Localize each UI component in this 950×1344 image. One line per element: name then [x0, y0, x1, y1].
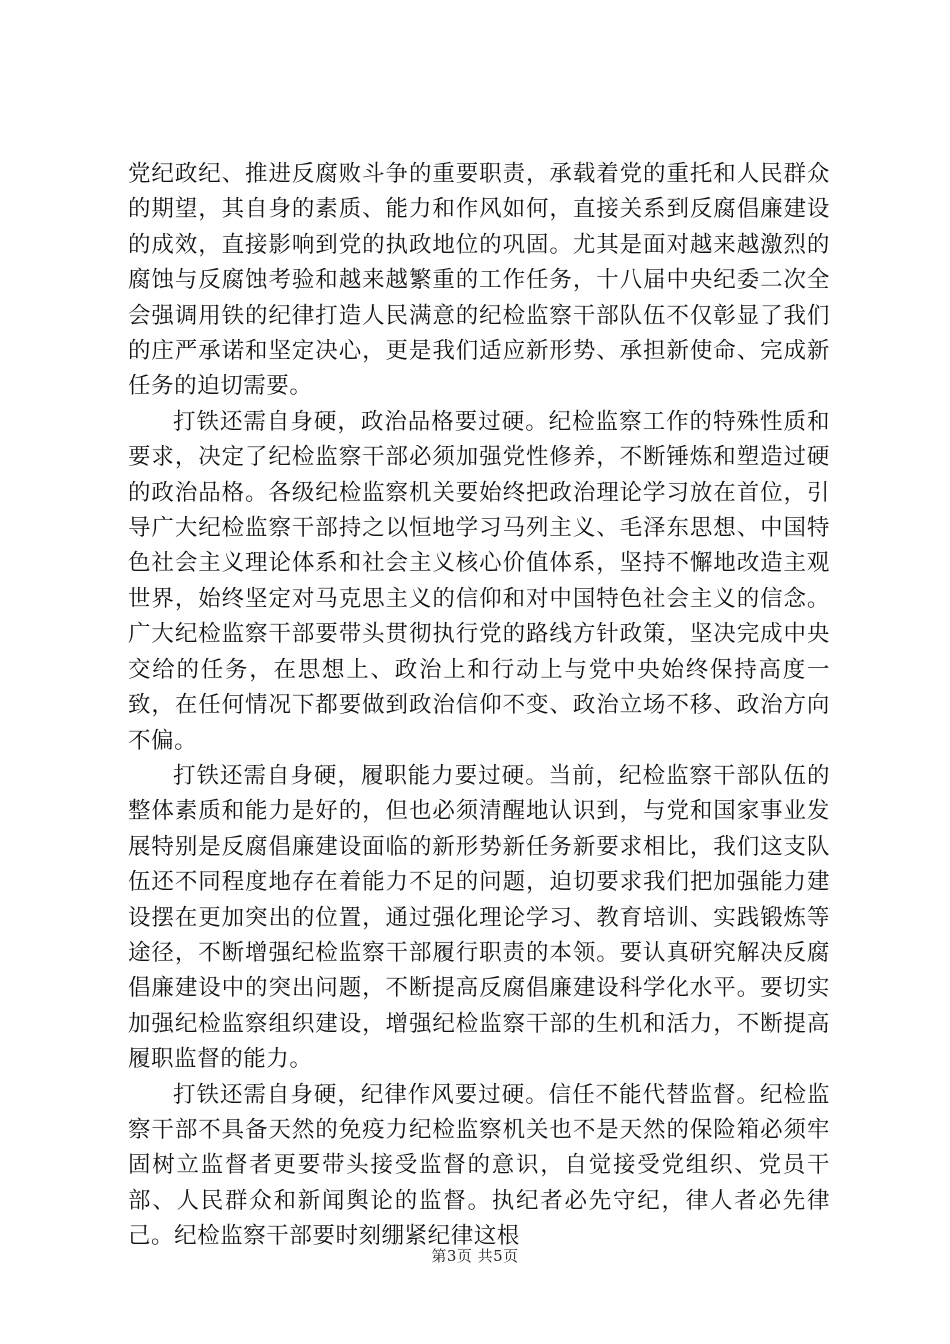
- paragraph-3: 打铁还需自身硬，履职能力要过硬。当前，纪检监察干部队伍的整体素质和能力是好的，但也必须清醒地认识到，与党和国家事业发展特别是反腐倡廉建设面临的新形势新任务新要求相比，我们这支队伍还不同程度地存在着能力不足的问题，迫切要求我们把加强能力建设摆在更加突出的位置，通过强化理论学习、教育培训、实践锻炼等途径，不断增强纪检监察干部履行职责的本领。要认真研究解决反腐倡廉建设中的突出问题，不断提高反腐倡廉建设科学化水平。要切实加强纪检监察组织建设，增强纪检监察干部的生机和活力，不断提高履职监督的能力。: [128, 762, 830, 1073]
- paragraph-4: 打铁还需自身硬，纪律作风要过硬。信任不能代替监督。纪检监察干部不具备天然的免疫力纪检监察机关也不是天然的保险箱必须牢固树立监督者更要带头接受监督的意识，自觉接受党组织、党员干部、人民群众和新闻舆论的监督。执纪者必先守纪，律人者必先律己。纪检监察干部要时刻绷紧纪律这根: [128, 1081, 830, 1250]
- paragraph-1: 党纪政纪、推进反腐败斗争的重要职责，承载着党的重托和人民群众的期望，其自身的素质、能力和作风如何，直接关系到反腐倡廉建设的成效，直接影响到党的执政地位的巩固。尤其是面对越来越激烈的腐蚀与反腐蚀考验和越来越繁重的工作任务，十八届中央纪委二次全会强调用铁的纪律打造人民满意的纪检监察干部队伍不仅彰显了我们的庄严承诺和坚定决心，更是我们适应新形势、承担新使命、完成新任务的迫切需要。: [128, 161, 830, 400]
- page-number-label: 第3页 共5页: [431, 1247, 519, 1265]
- page-footer: [0, 1245, 950, 1266]
- paragraph-2: 打铁还需自身硬，政治品格要过硬。纪检监察工作的特殊性质和要求，决定了纪检监察干部必须加强党性修养，不断锤炼和塑造过硬的政治品格。各级纪检监察机关要始终把政治理论学习放在首位，引导广大纪检监察干部持之以恒地学习马列主义、毛泽东思想、中国特色社会主义理论体系和社会主义核心价值体系，坚持不懈地改造主观世界，始终坚定对马克思主义的信仰和对中国特色社会主义的信念。广大纪检监察干部要带头贯彻执行党的路线方针政策，坚决完成中央交给的任务，在思想上、政治上和行动上与党中央始终保持高度一致，在任何情况下都要做到政治信仰不变、政治立场不移、政治方向不偏。: [128, 408, 830, 754]
- document-body: [128, 157, 830, 1255]
